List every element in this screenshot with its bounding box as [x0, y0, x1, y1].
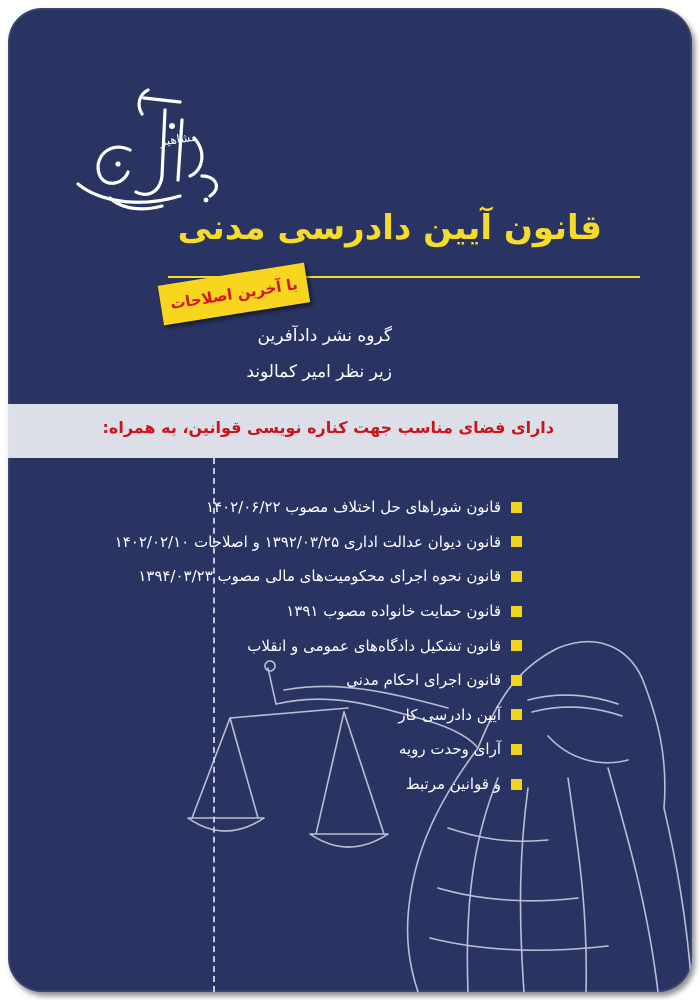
list-item: [115, 698, 522, 733]
logo-subtext: مشاهیر: [159, 129, 199, 149]
list-item-label: آیین دادرسی کار: [398, 705, 501, 724]
bullet-icon: [511, 536, 522, 547]
calligraphy-logo-icon: [70, 80, 240, 220]
list-item-label: قانون تشکیل دادگاه‌های عمومی و انقلاب: [247, 636, 501, 655]
publisher-text: گروه نشر دادآفرین: [257, 326, 392, 346]
list-item-label: قانون شوراهای حل اختلاف مصوب ۱۴۰۲/۰۶/۲۲: [205, 498, 501, 517]
bullet-icon: [511, 502, 522, 513]
bullet-icon: [511, 709, 522, 720]
list-item-label: قانون دیوان عدالت اداری ۱۳۹۲/۰۳/۲۵ و اصلاحات ۱۴۰۲/۰۲/۱۰: [114, 532, 501, 551]
bullet-icon: [511, 640, 522, 651]
bullet-icon: [511, 571, 522, 582]
feature-band: [8, 404, 618, 458]
band-text: دارای فضای مناسب جهت کناره نویسی قوانین، به همراه:: [102, 418, 554, 437]
bullet-icon: [511, 606, 522, 617]
book-cover: [8, 8, 692, 992]
list-item: [115, 594, 522, 629]
list-item-label: آرای وحدت رویه: [398, 740, 501, 759]
list-item: [115, 732, 522, 767]
list-item: [115, 767, 522, 802]
list-item-label: قانون اجرای احکام مدنی: [346, 671, 501, 690]
list-item: [115, 525, 522, 560]
bullet-icon: [511, 779, 522, 790]
list-item-label: و قوانین مرتبط: [405, 775, 501, 794]
list-item: [115, 490, 522, 525]
bullet-icon: [511, 675, 522, 686]
list-item: [115, 559, 522, 594]
supervisor-text: زیر نظر امیر کمالوند: [246, 362, 392, 382]
badge-label: با آخرین اصلاحات: [169, 275, 299, 313]
edition-badge: [158, 263, 310, 326]
bullet-icon: [511, 744, 522, 755]
book-title: قانون آیین دادرسی مدنی: [177, 208, 602, 248]
list-item-label: قانون نحوه اجرای محکومیت‌های مالی مصوب ۱۳۹۴/۰۳/۲۳: [138, 567, 501, 586]
list-item: [115, 663, 522, 698]
included-laws-list: [115, 490, 522, 801]
list-item-label: قانون حمایت خانواده مصوب ۱۳۹۱: [286, 602, 501, 621]
list-item: [115, 628, 522, 663]
